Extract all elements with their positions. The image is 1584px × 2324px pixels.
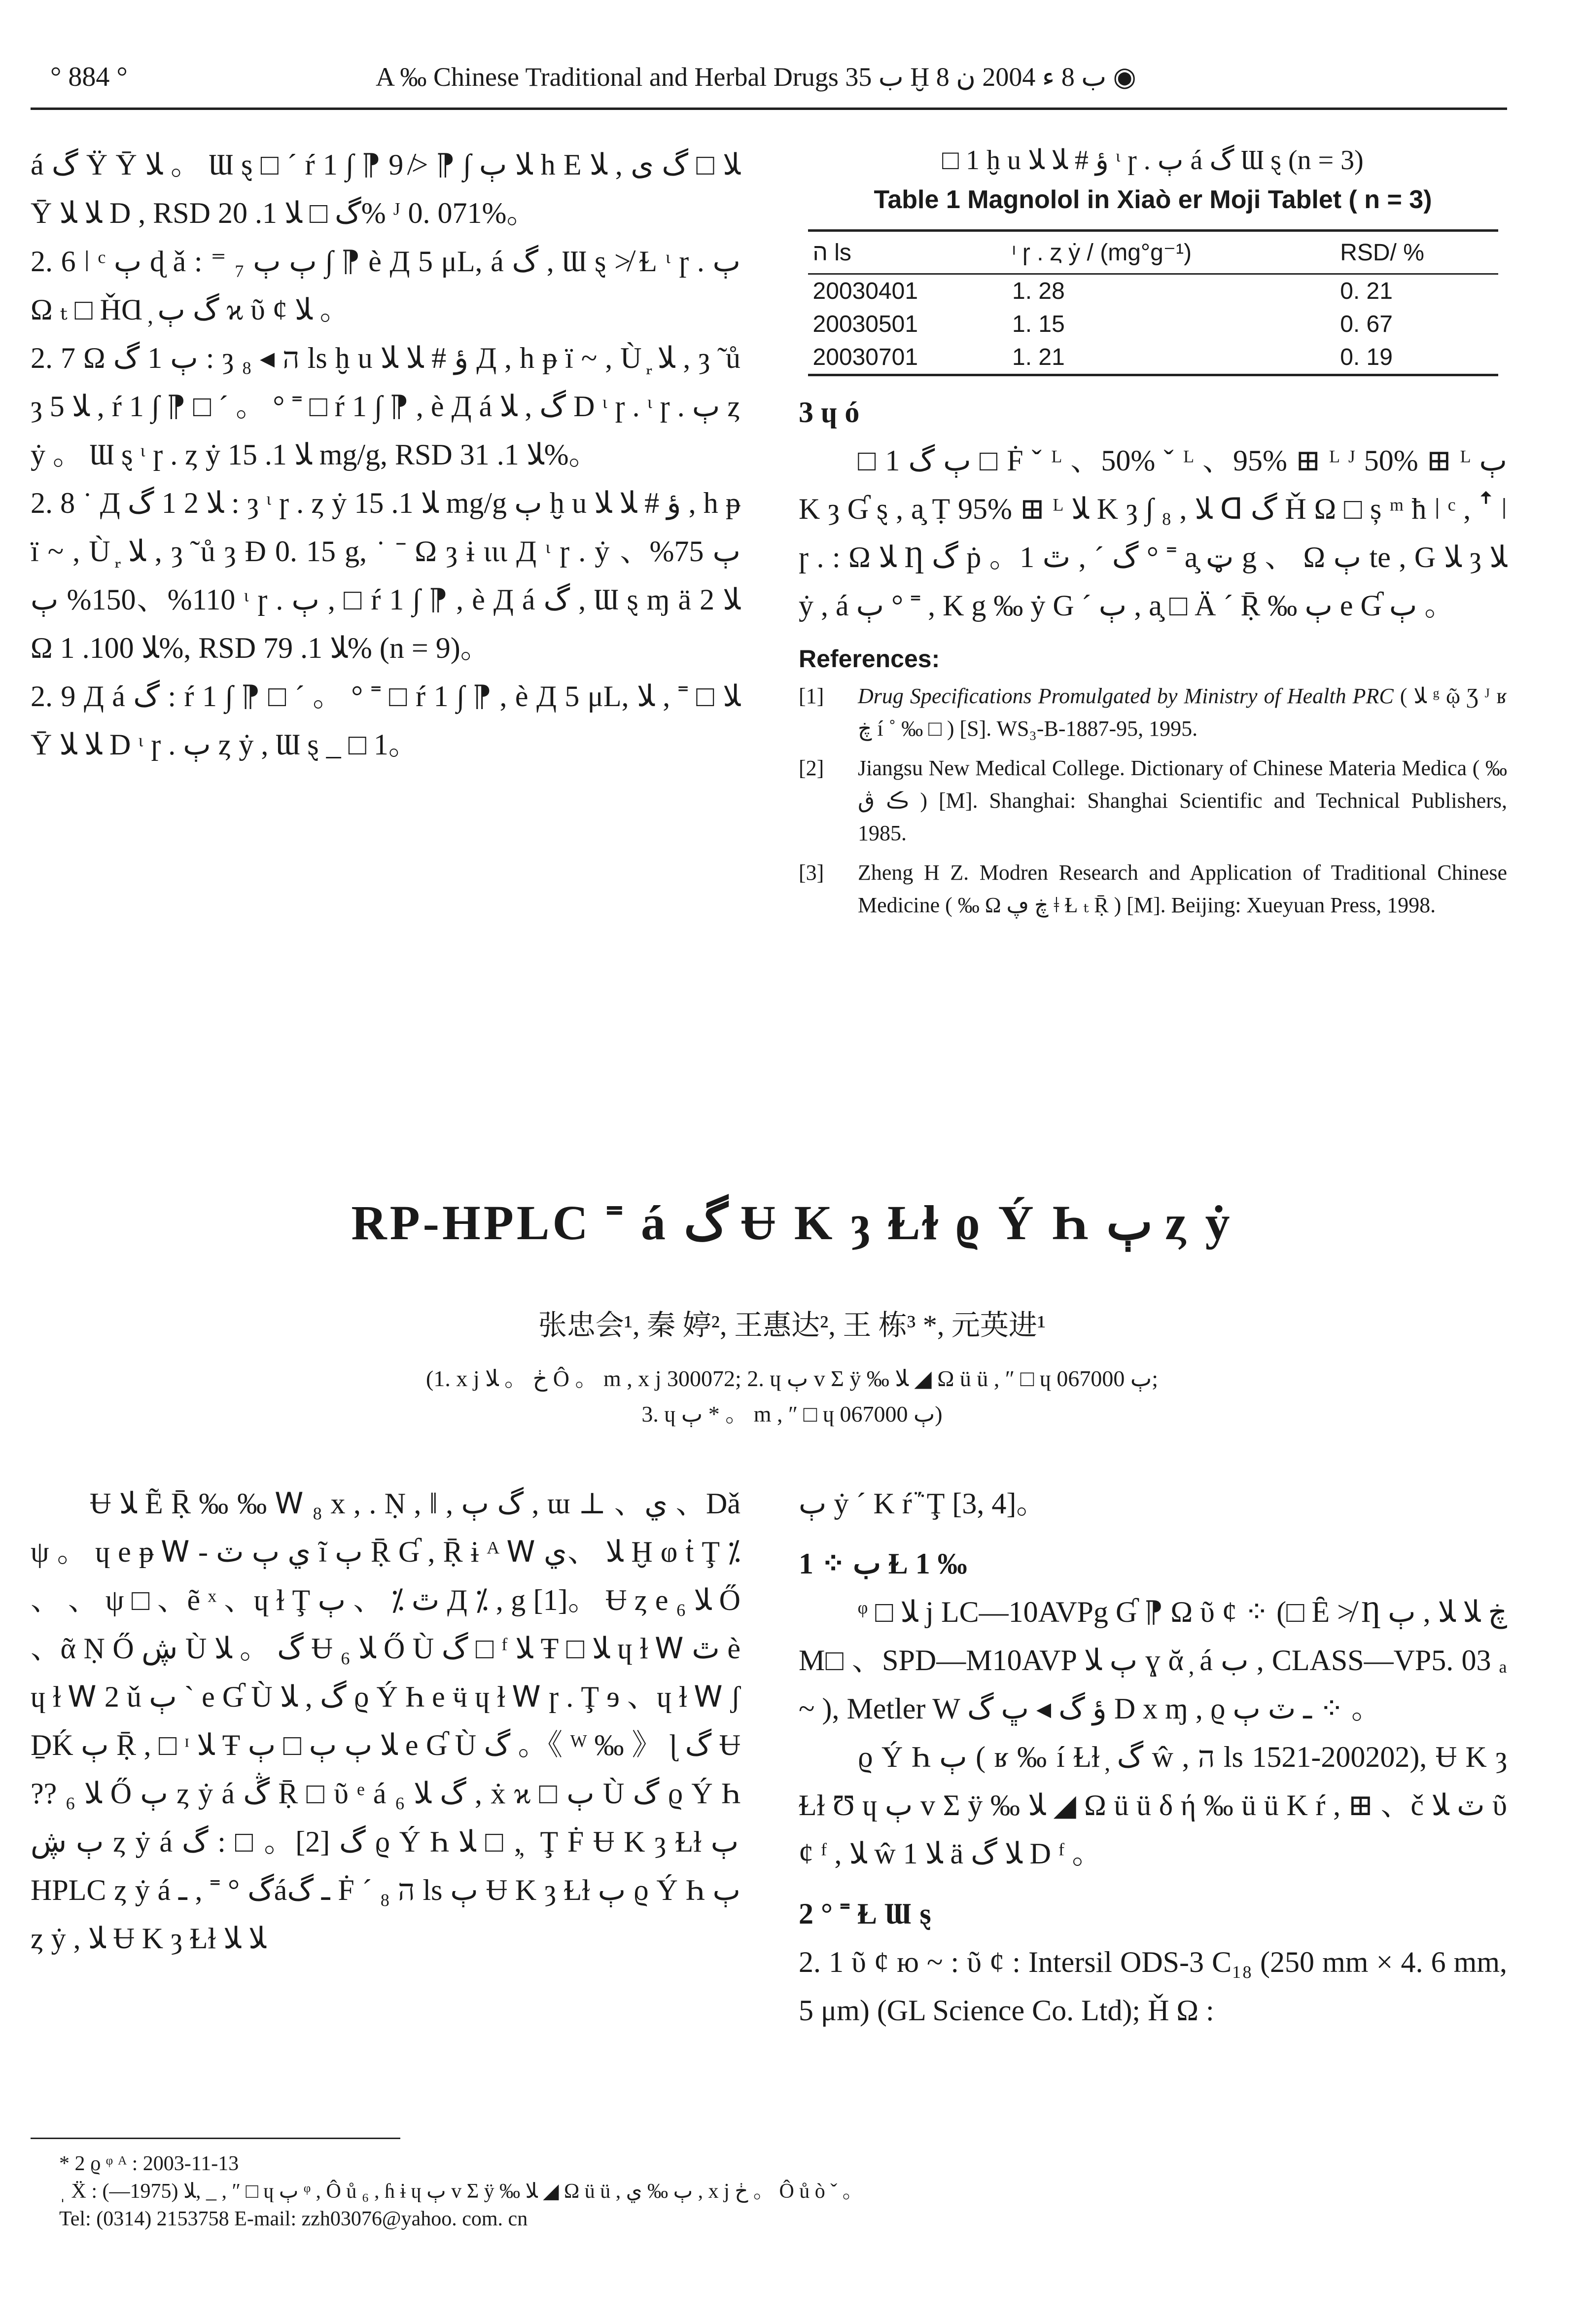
article-title: RP-HPLC ˭ á گ Ʉ K ȝ Ɫɫ ϱ Ý Һ ٻ ȥ ẏ <box>351 1195 1233 1250</box>
footnote-line: * 2 ϱ ᵠ ᴬ : 2003-11-13 <box>59 2152 239 2175</box>
reference-number: [2] <box>799 756 824 780</box>
affiliation-line: (1. x j ڂ 。 ﻼ Ô 。 m , x j 300072; 2. ɥ ٻ v Σ ÿ ‰ ﻼ ◢ Ω ü ü , ″ □ ɥ ٻ 067000; <box>426 1366 1158 1391</box>
reference-text <box>858 680 1507 745</box>
page-number: ° 884 ° <box>50 62 128 92</box>
reference-rest: ( ﻼ ᵍ ῷ Ʒ ᴶ ʁ ڿ í ˚ ‰ □ ) [S]. WS₃-B-1887-95, 1995. <box>858 684 1507 741</box>
paragraph: Ʉ ﻼ Ẽ Ṝ ‰ ‰ Ꮃ ₈ x , . Ṇ , ǁ , گ ٻ , ɯ ⊥ 、ي 、Dǎ ψ 。 ɥ e ᵽ Ꮃ - ي ٻ ٽ ĩ ٻ Ṝ Ɠ , Ṝ ɨ ᴬ Ꮃ ﻼ 、ي Ḫ ⱷ ṫ Ţ ⁒ 、 、 ψ □ 、ẽ ˣ 、ɥ ɫ Ţ ٿ ⁒ 、 ٻ Д ⁒ , g [1]。 Ʉ ȥ e ﻼ ₆ Ő 、ᾶ Ṇ Ő ڜ Ù گ 。 ﻼ Ʉ ﻼ ₆ Ő Ù گ □ ᶠ ﻼ Ŧ □ ﻼ ɥ ɫ Ꮃ ٿ è ɥ ɫ Ꮃ 2 ǔ ٻ ˋ e Ɠ Ù گ , ﻼ ϱ Ý Һ e ӵ ɥ ɫ Ꮃ ɼ . Ţ ɘ 、ɥ ɫ Ꮃ ʃ ḎḰ ٻ Ṝ , □ ᶦ ﻼ Ŧ ﻼ ٻ ٻ □ ٻ e Ɠ Ù گ 。《 ᵂ ‰ 》 ɭ گ Ʉ ?? ﻼ ₆ Ő ٻ ȥ ẏ á ڴ Ṝ □ ῦ ᵉ á گ ﻼ ₆ , ẋ ϰ □ ٻ Ù گ ϱ Ý Һ ٻ ڜ ȥ ẏ á گ [2]。 □ : گ ϱ Ý Һ ﻼ □ , ̦ Ţ Ḟ Ʉ K ȝ Ɫɫ ٻ HPLC ȥ ẏ á گ ° ˭ , ـáـ گ Ḟ ´ ₈ ה ls ٻ Ʉ K ȝ Ɫɫ ٻ ϱ Ý Һ ٻ ȥ ẏ , ﻼ Ʉ K ȝ Ɫɫ ﻼ ﻼ <box>31 1487 741 1955</box>
table-row <box>808 308 1498 341</box>
paragraph: 2. 1 ῦ ȼ ю ~ : ῦ ȼ : Intersil ODS-3 C₁₈ (250 mm × 4. 6 mm, 5 μm) (GL Science Co. Ltd); Ȟ Ω : <box>799 1946 1507 2027</box>
table-caption-cn: □ 1 ḫ u ؤ # ﻼ ﻼ ᶥ ɼ . ٻ á گ Ɯ ȿ (n = 3) <box>942 145 1364 176</box>
table-header-cell: ה ls <box>808 231 1008 274</box>
footnote-line: ˌ Ẍ : ﻼ (1975—), _ , ″ □ ɥ ٻ ᵠ , Ô ů ₆ , ɦ ɨ ɥ ٻ v Σ ÿ ‰ ﻼ ◢ Ω ü ü , ٻ ‰ ي , x j ڂ 。 Ô ů ò ˇ 。 <box>59 2180 863 2203</box>
reference-item <box>799 857 1507 922</box>
results-table <box>808 229 1498 376</box>
footnote <box>59 2150 1489 2233</box>
paragraph: 2. 6 ǀ ᶜ ٻ ɖ ǎ : ⁼ ₇ ٻ ٻ ∫ ⁋ è Д 5 μL, á گ , Ɯ ȿ ≯ Ɫ ᶥ ɼ . ٻ Ω ₜ □ ȞⱭ ̦ گ ٻ ϰ ῦ ȼ ﻼ 。 <box>31 245 741 326</box>
reference-italic: Drug Specifications Promulgated by Ministry of Health PRC <box>858 684 1394 708</box>
table-cell: 1. 15 <box>1012 311 1065 337</box>
table-cell: 0. 19 <box>1335 341 1498 375</box>
paragraph: □ 1 ٻ گ □ Ḟ ˇ ᴸ 、50% ˇ ᴸ 、95% ⊞ ᴸ ᴶ 50% ⊞ ᴸ ٻ K ȝ Ɠ ȿ , a̧ Ṭ 95% ⊞ ᴸ ﻼ K ȝ ∫ ﻼ , ₈ ᗡ گ Ȟ Ω □ ș ᵐ ħ ǀ ᶜ , ꜛ ǀ ɼ . : Ω ﻼ Ƞ گ ṗ 。1 گ ´ , ٿ ° ˭ a̧ ټ g 、 Ω ٻ te , G ﻼ ȝ ﻼ ẏ , á ٻ ° ˭ , K g ‰ ẏ G ´ ٻ , a̧ □ Ä ´ Ṝ ‰ ٻ e Ɠ ٻ 。 <box>799 444 1508 622</box>
table-header-row <box>808 231 1498 274</box>
article-affiliation <box>0 1361 1584 1432</box>
footnote-divider <box>31 2138 400 2139</box>
table-cell: 0. 21 <box>1340 278 1393 304</box>
table-cell: 20030401 <box>812 278 918 304</box>
reference-item <box>799 680 1507 745</box>
table-cell: 1. 21 <box>1007 341 1335 375</box>
table-caption-en: Table 1 Magnolol in Xiaò er Moji Tablet ( n = 3) <box>874 185 1432 214</box>
reference-text: Zheng H Z. Modren Research and Application of Traditional Chinese Medicine ( ‰ Ω ڿ ڥ ǂ Ɫ ₜ Ṝ ) [M]. Beijing: Xueyuan Press, 1998. <box>858 860 1507 917</box>
lower-right-column <box>799 1479 1507 2035</box>
paragraph: ϱ Ý Һ ٻ ( ʁ ‰ í Ɫɫ ̦ گ ŵ , ה ls 1521-200202), Ʉ K ȝ Ɫɫ Ʊ ɥ ٻ v Σ ÿ ‰ ﻼ ◢ Ω ü ü δ ή ‰ ü ü K ŕ , ⊞ 、č ٽ ﻼ ῦ ȼ ᶠ , ﻼ ŵ 1 ﻼ ä ﻼ گ D ᶠ 。 <box>799 1741 1508 1870</box>
table-cell: 20030501 <box>812 311 918 337</box>
references-heading: References: <box>799 645 940 673</box>
table-cell: 1. 28 <box>1012 278 1065 304</box>
paragraph: 2. 9 Д á گ : ŕ 1 ∫ ⁋ □ ´ 。 ° ˭ □ ŕ 1 ∫ ⁋ , è Д 5 μL, ﻼ □ ˭ , ﻼ Ȳ ﻼ ﻼ D ᶥ ɼ . ٻ ȥ ẏ , Ɯ ȿ _ □ 1。 <box>31 680 740 761</box>
paragraph: ٻ ẏ ´ K ŕ ᷁ Ţ [3, 4]。 <box>799 1487 1046 1520</box>
upper-left-column <box>31 141 740 769</box>
paragraph: 2. 7 Ω ٻ 1 گ : ȝ ₈ ◂ ה ls ḫ u ؤ # ﻼ ﻼ Д , h ᵽ ï ~ , Ù ᷊ ﻼ , ȝ ̃ ů ȝ 5 ﻼ , ŕ 1 ∫ ⁋ □ ´ 。 ° ˭ □ ŕ 1 ∫ ⁋ , è Д á گ , ﻼ D ᶥ ɼ . ᶥ ɼ . ٻ ȥ ẏ 。 Ɯ ȿ ᶥ ɼ . ȥ ẏ ﻼ 1. 15 mg/g, RSD ﻼ 1. 31%。 <box>31 342 741 471</box>
reference-item <box>799 752 1507 850</box>
table-cell: 0. 67 <box>1340 311 1393 337</box>
footnote-line: Tel: (0314) 2153758 E-mail: zzh03076@yahoo. com. cn <box>59 2208 528 2230</box>
reference-number: [1] <box>799 684 824 708</box>
section-heading: 2 ° ˭ Ɫ Ɯ ȿ <box>799 1897 931 1930</box>
section-heading: 3 ɥ ó <box>799 396 860 429</box>
article-authors: 张忠会¹, 秦 婷², 王惠达², 王 栋³ *, 元英进¹ <box>538 1309 1046 1341</box>
section-heading: 1 ⁘ ب Ɫ 1 ‰ <box>799 1547 967 1580</box>
paragraph: á گ Ÿ Ȳ ﻼ 。 Ɯ ȿ □ ´ ŕ 1 ∫ ⁋ ﻼ ٻ ∫ ⁋ ≯ 9 h E ﻼ □ گ ى , ﻼ Ȳ ﻼ ﻼ D , RSD گ □ ﻼ 1. 20% ᴶ 0. 071%。 <box>31 148 740 229</box>
reference-text: Jiangsu New Medical College. Dictionary of Chinese Materia Medica ( ‰ ڪ ڨ ) [M]. Shanghai: Shanghai Scientific and Technical Publishers, 1985. <box>858 756 1507 845</box>
journal-title: A ‰ Chinese Traditional and Herbal Drugs ب 35 Ḫ ب 8 ء 2004 ن 8 ◉ <box>376 62 1136 92</box>
running-header <box>31 58 1507 110</box>
table-header-cell: ᶥ ɼ . ȥ ẏ / (mg°g⁻¹) <box>1007 231 1335 274</box>
lower-left-column <box>31 1479 740 1963</box>
table-row <box>808 341 1498 375</box>
upper-right-column <box>799 141 1507 922</box>
table-row <box>808 274 1498 308</box>
reference-number: [3] <box>799 860 824 885</box>
paragraph: ᵠ □ ﻼ j LC—10AVPg Ɠ ⁋ Ω ῦ ȼ ⁘ (□ Ȇ ≯ Ƞ ڿ ﻼ ﻼ , ٻ M□ 、SPD—M10AVP ٻ ﻼ ɣ ᾰ ̦ á ب , CLASS—VP5. 03 ₐ ~ ), Metler W ؤ گ ◂ ڀ گ D x ɱ , ϱ ـ ٽ ٻ ⁘ 。 <box>799 1596 1507 1725</box>
paragraph: 2. 8 ˙ Д ﻼ 2 1 گ : ȝ ᶥ ɼ . ȥ ẏ ﻼ 1. 15 mg/g ٻ ḫ u ؤ # ﻼ ﻼ , h ᵽ ï ~ , Ù ᷊ ﻼ , ȝ ̃ ů ȝ Ð 0. 15 g, ˙ ˉ Ω ȝ ɨ ɩɩɩ Д ᶥ ɼ . ẏ ٻ 75%、110%、150% ٻ ᶥ ɼ . ٻ , □ ŕ 1 ∫ ⁋ , è Д á گ , Ɯ ȿ ɱ ä ﻼ 2 Ω ﻼ 100. 1%, RSD ﻼ 1. 79% (n = 9)。 <box>31 487 741 664</box>
affiliation-line: 3. ɥ ٻ * 。 m , ″ □ ɥ ٻ 067000) <box>641 1401 943 1427</box>
table-header-cell: RSD/ % <box>1335 231 1498 274</box>
table-cell: 20030701 <box>808 341 1008 375</box>
